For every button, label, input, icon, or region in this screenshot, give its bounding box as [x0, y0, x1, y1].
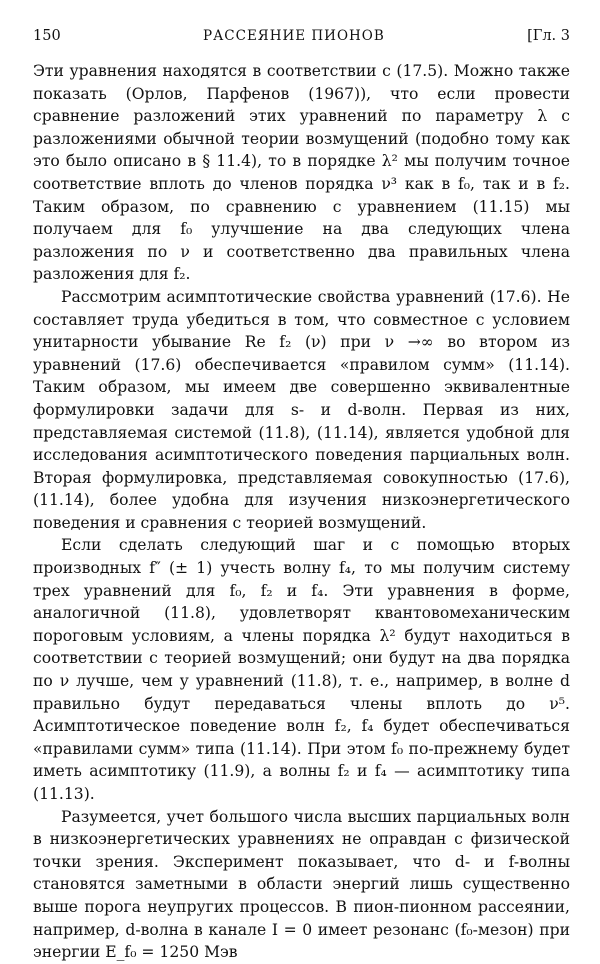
paragraph-2: Рассмотрим асимптотические свойства уравнений (17.6). Не составляет труда убедиться в том, что совместное с условием унитарности убывание Re f₂ (ν) при ν →∞ во втором из уравнений (17.6) обеспечивается «правилом сумм» (11.14). Таким образом, мы имеем две совершенно эквивалентные формулировки задачи для s- и d-волн. Первая из них, представляемая системой (11.8), (11.14), является удобной для исследования асимптотического поведения парциальных волн. Вторая формулировка, представляемая совокупностью (17.6), (11.14), более удобна для изучения низкоэнергетического поведения и сравнения с теорией возмущений.: [33, 287, 570, 532]
running-title: РАССЕЯНИЕ ПИОНОВ: [202, 28, 385, 44]
chapter-label: [Гл. 3: [527, 28, 570, 44]
paragraph-4: Разумеется, учет большого числа высших парциальных волн в низкоэнергетических уравнениях не оправдан с физической точки зрения. Эксперимент показывает, что d- и f-волны становятся заметными в области энергий лишь существенно выше порога неупругих процессов. В пион-пионном рассеянии, например, d-волна в канале I = 0 имеет резонанс (f₀-мезон) при энергии E_f₀ = 1250 Мэв: [33, 807, 570, 962]
paragraph-3: Если сделать следующий шаг и с помощью вторых производных f″ (± 1) учесть волну f₄, то мы получим систему трех уравнений для f₀, f₂ и f₄. Эти уравнения в форме, аналогичной (11.8), удовлетворят квантовомеханическим пороговым условиям, а члены порядка λ² будут находиться в соответствии с теорией возмущений; они будут на два порядка по ν лучше, чем у уравнений (11.8), т. е., например, в волне d правильно будут передаваться члены вплоть до ν⁵. Асимптотическое поведение волн f₂, f₄ будет обеспечиваться «правилами сумм» типа (11.14). При этом f₀ по-прежнему будет иметь асимптотику (11.9), а волны f₂ и f₄ — асимптотику типа (11.13).: [33, 536, 570, 803]
page-header: [33, 28, 570, 44]
page-number: 150: [33, 28, 61, 44]
body-text: [33, 60, 570, 964]
paragraph-1: Эти уравнения находятся в соответствии с (17.5). Можно также показать (Орлов, Парфенов (1967)), что если провести сравнение разложений этих уравнений по параметру λ с разложениями обычной теории возмущений (подобно тому как это было описано в § 11.4), то в порядке λ² мы получим точное соответствие вплоть до членов порядка ν³ как в f₀, так и в f₂. Таким образом, по сравнению с уравнением (11.15) мы получаем для f₀ улучшение на два следующих члена разложения по ν и соответственно два правильных члена разложения для f₂.: [33, 62, 570, 284]
